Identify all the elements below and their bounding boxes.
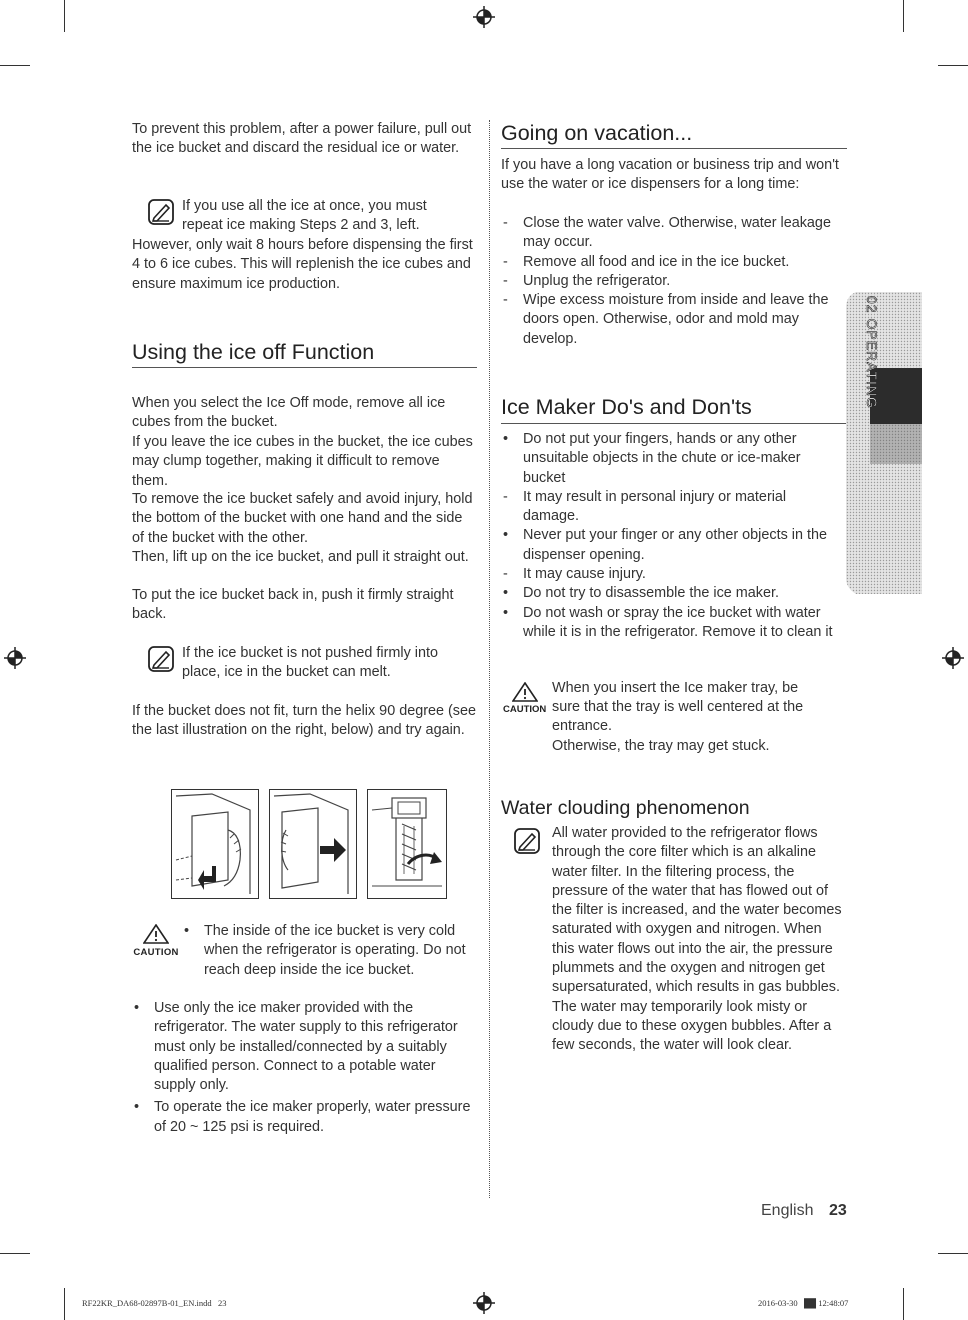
dos-donts-list xyxy=(501,430,833,642)
list-item: - Unplug the refrigerator. xyxy=(503,272,671,289)
column-divider xyxy=(489,120,490,1198)
chapter-side-tab xyxy=(846,292,922,594)
crop-mark xyxy=(938,1253,968,1254)
list-item xyxy=(501,565,833,584)
list-marker: - xyxy=(503,566,508,583)
print-file-slug: RF22KR_DA68-02897B-01_EN.indd 23 xyxy=(82,1298,227,1308)
registration-mark-icon xyxy=(942,647,964,669)
list-item: • The inside of the ice bucket is very cold when the refrigerator is operating. Do not reach deep inside the ice bucket. xyxy=(184,923,466,978)
caution-label: CAUTION xyxy=(503,704,547,715)
crop-mark xyxy=(0,1253,30,1254)
illustration-push-bucket xyxy=(269,789,357,899)
paragraph: To put the ice bucket back in, push it firmly straight back. xyxy=(132,587,454,623)
list-item: • To operate the ice maker properly, water pressure of 20 ~ 125 psi is required. xyxy=(134,1099,471,1135)
list-item-text: Do not try to disassemble the ice maker. xyxy=(523,585,779,602)
section-heading: Going on vacation... xyxy=(501,121,693,145)
caution-badge xyxy=(128,924,184,958)
note-icon xyxy=(148,646,174,672)
list-marker: • xyxy=(503,585,509,602)
page-number: 23 xyxy=(829,1202,847,1219)
vacation-list xyxy=(501,214,833,349)
side-tab-label: 02 OPERATING xyxy=(864,296,880,409)
list-item xyxy=(501,584,833,603)
caution-bullet-first xyxy=(182,922,474,980)
paragraph: If the bucket does not fit, turn the helix 90 degree (see the last illustration on the right, below) and try again. xyxy=(132,703,476,739)
list-item-text: Use only the ice maker provided with the refrigerator. The water supply to this refrigerator must only be installed/connected by a suitably qualified person. Connect to a potable water supply only. xyxy=(154,1000,458,1094)
paragraph: However, only wait 8 hours before dispensing the first 4 to 6 ice cubes. This will replenish the ice cubes and ensure maximum ice production. xyxy=(132,237,473,292)
heading-rule xyxy=(501,423,847,424)
caution-triangle-icon xyxy=(512,682,538,702)
list-marker: • xyxy=(503,431,509,447)
list-item-text: It may cause injury. xyxy=(523,566,646,583)
list-item: • Use only the ice maker provided with the refrigerator. The water supply to this refrigerator must only be installed/connected by a suitably qualified person. Connect to a potable water supply only. xyxy=(134,1000,458,1094)
crop-mark xyxy=(0,65,30,66)
list-item-text: Unplug the refrigerator. xyxy=(523,272,671,289)
crop-mark xyxy=(903,0,904,32)
illustration-turn-helix xyxy=(367,789,447,899)
note-text: If the ice bucket is not pushed firmly into place, ice in the bucket can melt. xyxy=(182,645,438,681)
list-item-text: Do not wash or spray the ice bucket with water while it is in the refrigerator. Remove it to clean it xyxy=(523,604,833,640)
list-item-text: Wipe excess moisture from inside and leave the doors open. Otherwise, odor and mold may develop. xyxy=(523,292,829,347)
footer-language: English xyxy=(761,1202,814,1219)
heading-rule xyxy=(501,148,847,149)
note-icon xyxy=(514,828,540,854)
list-item: - Wipe excess moisture from inside and leave the doors open. Otherwise, odor and mold may develop. xyxy=(503,292,829,347)
list-item-text: Never put your finger or any other objects in the dispenser opening. xyxy=(523,527,827,563)
note-icon xyxy=(148,199,174,225)
caution-label: CAUTION xyxy=(133,947,179,958)
registration-mark-icon xyxy=(473,1292,495,1314)
list-item-text: Remove all food and ice in the ice bucket. xyxy=(523,253,790,270)
caution-text: When you insert the Ice maker tray, be xyxy=(552,680,799,696)
list-marker: • xyxy=(503,604,509,621)
paragraph: When you select the Ice Off mode, remove all ice cubes from the bucket. xyxy=(132,395,446,431)
list-item xyxy=(501,604,833,643)
list-item xyxy=(501,488,833,527)
crop-mark xyxy=(64,1288,65,1320)
section-heading: Ice Maker Do's and Don'ts xyxy=(501,395,752,419)
section-heading: Water clouding phenomenon xyxy=(501,797,750,819)
caution-text: Otherwise, the tray may get stuck. xyxy=(552,738,770,754)
note-text: If you use all the ice at once, you must repeat ice making Steps 2 and 3, left. xyxy=(182,198,427,234)
list-item: - Close the water valve. Otherwise, water leakage may occur. xyxy=(503,215,831,251)
caution-text: sure that the tray is well centered at the entrance. xyxy=(552,699,804,735)
list-item-text: It may result in personal injury or material damage. xyxy=(523,488,787,525)
list-item-text: To operate the ice maker properly, water pressure of 20 ~ 125 psi is required. xyxy=(154,1099,471,1135)
list-marker: - xyxy=(503,488,508,505)
list-item-text: The inside of the ice bucket is very cold when the refrigerator is operating. Do not reach deep inside the ice bucket. xyxy=(204,923,466,978)
caution-triangle-icon xyxy=(143,924,169,944)
heading-rule xyxy=(132,367,477,368)
list-item-text: Do not put your fingers, hands or any other unsuitable objects in the chute or ice-maker bucket xyxy=(523,431,801,486)
paragraph: If you leave the ice cubes in the bucket, the ice cubes may clump together, making it difficult to remove them. xyxy=(132,434,473,489)
list-marker: • xyxy=(503,527,509,544)
caution-bullets xyxy=(132,999,474,1137)
intro-paragraph: To prevent this problem, after a power failure, pull out the ice bucket and discard the residual ice or water. xyxy=(132,121,472,157)
list-item xyxy=(501,430,833,488)
print-date-slug: 2016-03-30 ██ 12:48:07 xyxy=(758,1298,849,1308)
crop-mark xyxy=(903,1288,904,1320)
list-item: - Remove all food and ice in the ice bucket. xyxy=(503,253,790,270)
illustration-lift-bucket xyxy=(171,789,259,899)
side-tab-graphic xyxy=(846,292,922,594)
list-item xyxy=(501,526,833,565)
crop-mark xyxy=(64,0,65,32)
list-item-text: Close the water valve. Otherwise, water leakage may occur. xyxy=(523,215,831,251)
section-heading: Using the ice off Function xyxy=(132,340,375,364)
crop-mark xyxy=(938,65,968,66)
registration-mark-icon xyxy=(473,6,495,28)
paragraph: Then, lift up on the ice bucket, and pull it straight out. xyxy=(132,549,469,565)
registration-mark-icon xyxy=(4,647,26,669)
paragraph: If you have a long vacation or business trip and won't use the water or ice dispensers for a long time: xyxy=(501,157,839,193)
paragraph: To remove the ice bucket safely and avoid injury, hold the bottom of the bucket with one hand and the side of the bucket with the other. xyxy=(132,491,473,546)
note-text: All water provided to the refrigerator flows through the core filter which is an alkaline water filter. In the filtering process, the pressure of the water that has flowed out of the filter is increased, and the water becomes saturated with oxygen and nitrogen. When this water flows out into the air, the pressure plummets and the oxygen and nitrogen get supersaturated, which results in gas bubbles. The water may temporarily look misty or cloudy due to these oxygen bubbles. After a few seconds, the water will look clear. xyxy=(552,825,842,1054)
